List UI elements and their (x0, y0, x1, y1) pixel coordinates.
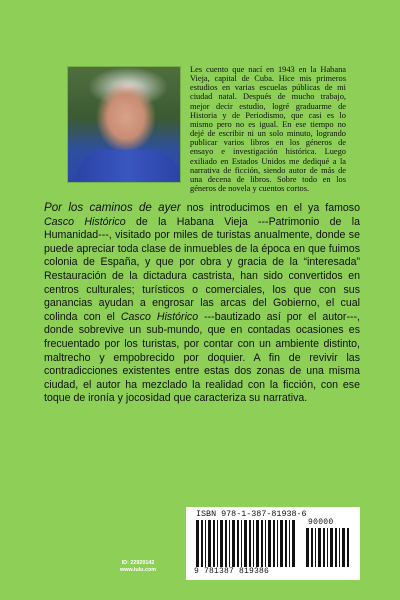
blurb-casco-2: Casco Histórico (120, 310, 199, 323)
book-title: Por los caminos de ayer (44, 201, 181, 214)
barcode-addon-bars (306, 528, 350, 567)
barcode-main-bars (196, 520, 298, 567)
barcode-digits: 9 781387 819386 (194, 567, 270, 576)
barcode-addon-digits: 90000 (308, 518, 334, 527)
publisher-id: ID: 22920142 (121, 560, 155, 566)
blurb-casco-1: Casco Histórico (44, 215, 126, 228)
publisher-info (120, 560, 156, 574)
author-bio: Les cuento que nací en 1943 en la Habana Vieja, capital de Cuba. Hice mis primeros estudios en varias escuelas públicas de mi ciudad natal. Después de mucho trabajo, mejor decir estudio, logré graduarme de Historia y de Periodismo, que casi es lo mismo pero no es igual. En ese tiempo no dejé de escribir ni un solo minuto, logrando publicar varios libros en los géneros de ensayo e investigación histórica. Luego exiliado en Estados Unidos me dediqué a la narrativa de ficción, siendo autor de más de una decena de libros. Sobre todo en los géneros de novela y cuentos cortos. (190, 65, 346, 194)
author-photo (68, 67, 180, 182)
blurb-text-2: de la Habana Vieja ---Patrimonio de la Humanidad---, visitado por miles de turistas anualmente, donde se puede apreciar toda clase de inmuebles de la época en que fuimos colonia de España, y que por obra y gracia de la “interesada” Restauración de la dictadura castrista, han sido convertidos en centros culturales; turísticos o comerciales, los que con sus ganancias ayudan a engrosar las arcas del Gobierno, el cual colinda con el (44, 215, 360, 323)
blurb-text-3: ---bautizado así por el autor---, donde sobrevive un sub-mundo, que en contadas ocasiones es frecuentado por los turistas, por contar con un ambiente distinto, maltrecho y empobrecido por doquier. A fin de revivir las contradicciones existentes entre estas dos zonas de una misma ciudad, el autor ha mezclado la realidad con la ficción, con ese toque de ironía y jocosidad que caracteriza su narrativa. (44, 310, 360, 405)
blurb-text-1: nos introducimos en el ya famoso (180, 202, 360, 214)
isbn-barcode (186, 507, 360, 580)
book-blurb (44, 201, 360, 406)
isbn-label: ISBN 978-1-387-81938-6 (196, 509, 307, 519)
author-photo-shirt (76, 150, 180, 182)
publisher-site: www.lulu.com (120, 567, 157, 573)
